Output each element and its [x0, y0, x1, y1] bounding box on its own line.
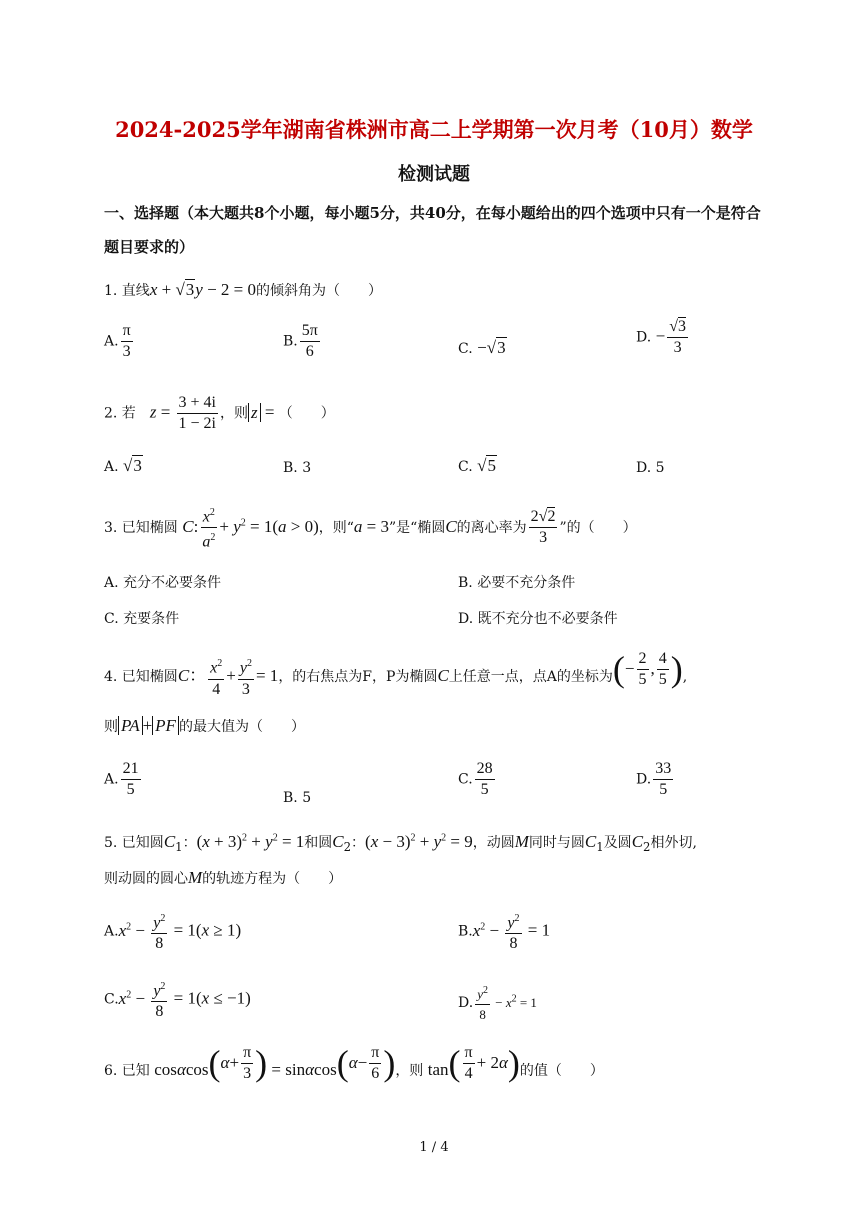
section-heading: 一、选择题（本大题共8个小题，每小题5分，共40分，在每小题给出的四个选项中只有一个是符合题目要求的）: [104, 204, 761, 256]
question-4: 4. 已知椭圆C： $\frac{x^2}{4}$ + $\frac{y^2}{3}$ = 1，的右焦点为F，P为椭圆C上任意一点，点A的坐标为 ( − $\frac{2}{5}$ , $\frac{4}{5}$ ) ,: [104, 649, 688, 698]
q2-option-c[interactable]: C. √5: [458, 456, 496, 475]
question-5: 5. 已知圆$C_1$：$(x + 3)^2 + y^2 = 1$和圆$C_2$：$(x - 3)^2 + y^2 = 9$，动圆M同时与圆$C_1$及圆$C_2$相外切,: [104, 832, 697, 854]
q4-option-d[interactable]: D. $\frac{33}{5}$: [636, 760, 672, 798]
q1-option-b[interactable]: B. $\frac{5\pi}{6}$: [283, 322, 318, 360]
q3-option-d[interactable]: D. 既不充分也不必要条件: [458, 611, 618, 627]
q3-option-a[interactable]: A. 充分不必要条件: [104, 575, 222, 591]
q2-option-a[interactable]: A. √3: [104, 456, 142, 475]
q1-option-a[interactable]: A. $\frac{\pi}{3}$: [104, 322, 131, 360]
q2-option-b[interactable]: B. 3: [283, 460, 312, 476]
q5-option-c[interactable]: $C.x^2$ − $\frac{y^2}{8}$ = 1(x ≤ −1): [104, 978, 251, 1021]
q3-option-b[interactable]: B. 必要不充分条件: [458, 575, 576, 591]
sqrt-expr: √3: [175, 280, 195, 299]
q1-option-c[interactable]: C. −√3: [458, 338, 506, 357]
question-6: 6. 已知 cosαcos ( α + $\frac{\pi}{3}$ ) = sinαcos ( α − $\frac{\pi}{6}$ ) ，则 tan ( $\frac{\pi}{4}$ + 2α ) 的值（ ）: [104, 1043, 604, 1083]
q4-option-c[interactable]: C. $\frac{28}{5}$: [458, 760, 493, 798]
document-subtitle: 检测试题: [398, 164, 470, 185]
q2-option-d[interactable]: D. 5: [636, 460, 665, 476]
question-5-line2: 则动圆的圆心M的轨迹方程为（ ）: [104, 868, 343, 887]
q4-option-b[interactable]: B. 5: [283, 790, 312, 806]
q3-option-c[interactable]: C. 充要条件: [104, 611, 180, 627]
q1-option-d[interactable]: D. − $\frac{√3}{3}$: [636, 318, 687, 356]
question-4-line2: 则 PA + PF 的最大值为（ ）: [104, 716, 305, 735]
question-3: 3. 已知椭圆 C: $\frac{x^2}{a^2}$ + $y^2 = 1(a > 0)$，则“a = 3”是“椭圆C的离心率为 $\frac{2√2}{3}$ ”的（ ）: [104, 504, 637, 552]
document-title: 2024-2025学年湖南省株洲市高二上学期第一次月考（10月）数学: [115, 117, 753, 142]
q5-option-a[interactable]: $A.x^2$ − $\frac{y^2}{8}$ = 1(x ≥ 1): [104, 910, 241, 953]
q4-option-a[interactable]: A. $\frac{21}{5}$: [104, 760, 139, 798]
question-1: 1. 直线x + √3y − 2 = 0的倾斜角为（ ）: [104, 280, 383, 299]
q5-option-d[interactable]: D. $\frac{y^2}{8}$ − $x^2 = 1$: [458, 982, 537, 1024]
q5-option-b[interactable]: $B.x^2$ − $\frac{y^2}{8}$ = 1: [458, 910, 550, 953]
page-number: 1 / 4: [419, 1140, 449, 1155]
question-2: 2. 若 z = $\frac{3 + 4i}{1 - 2i}$ ，则 z = （ ）: [104, 394, 335, 432]
